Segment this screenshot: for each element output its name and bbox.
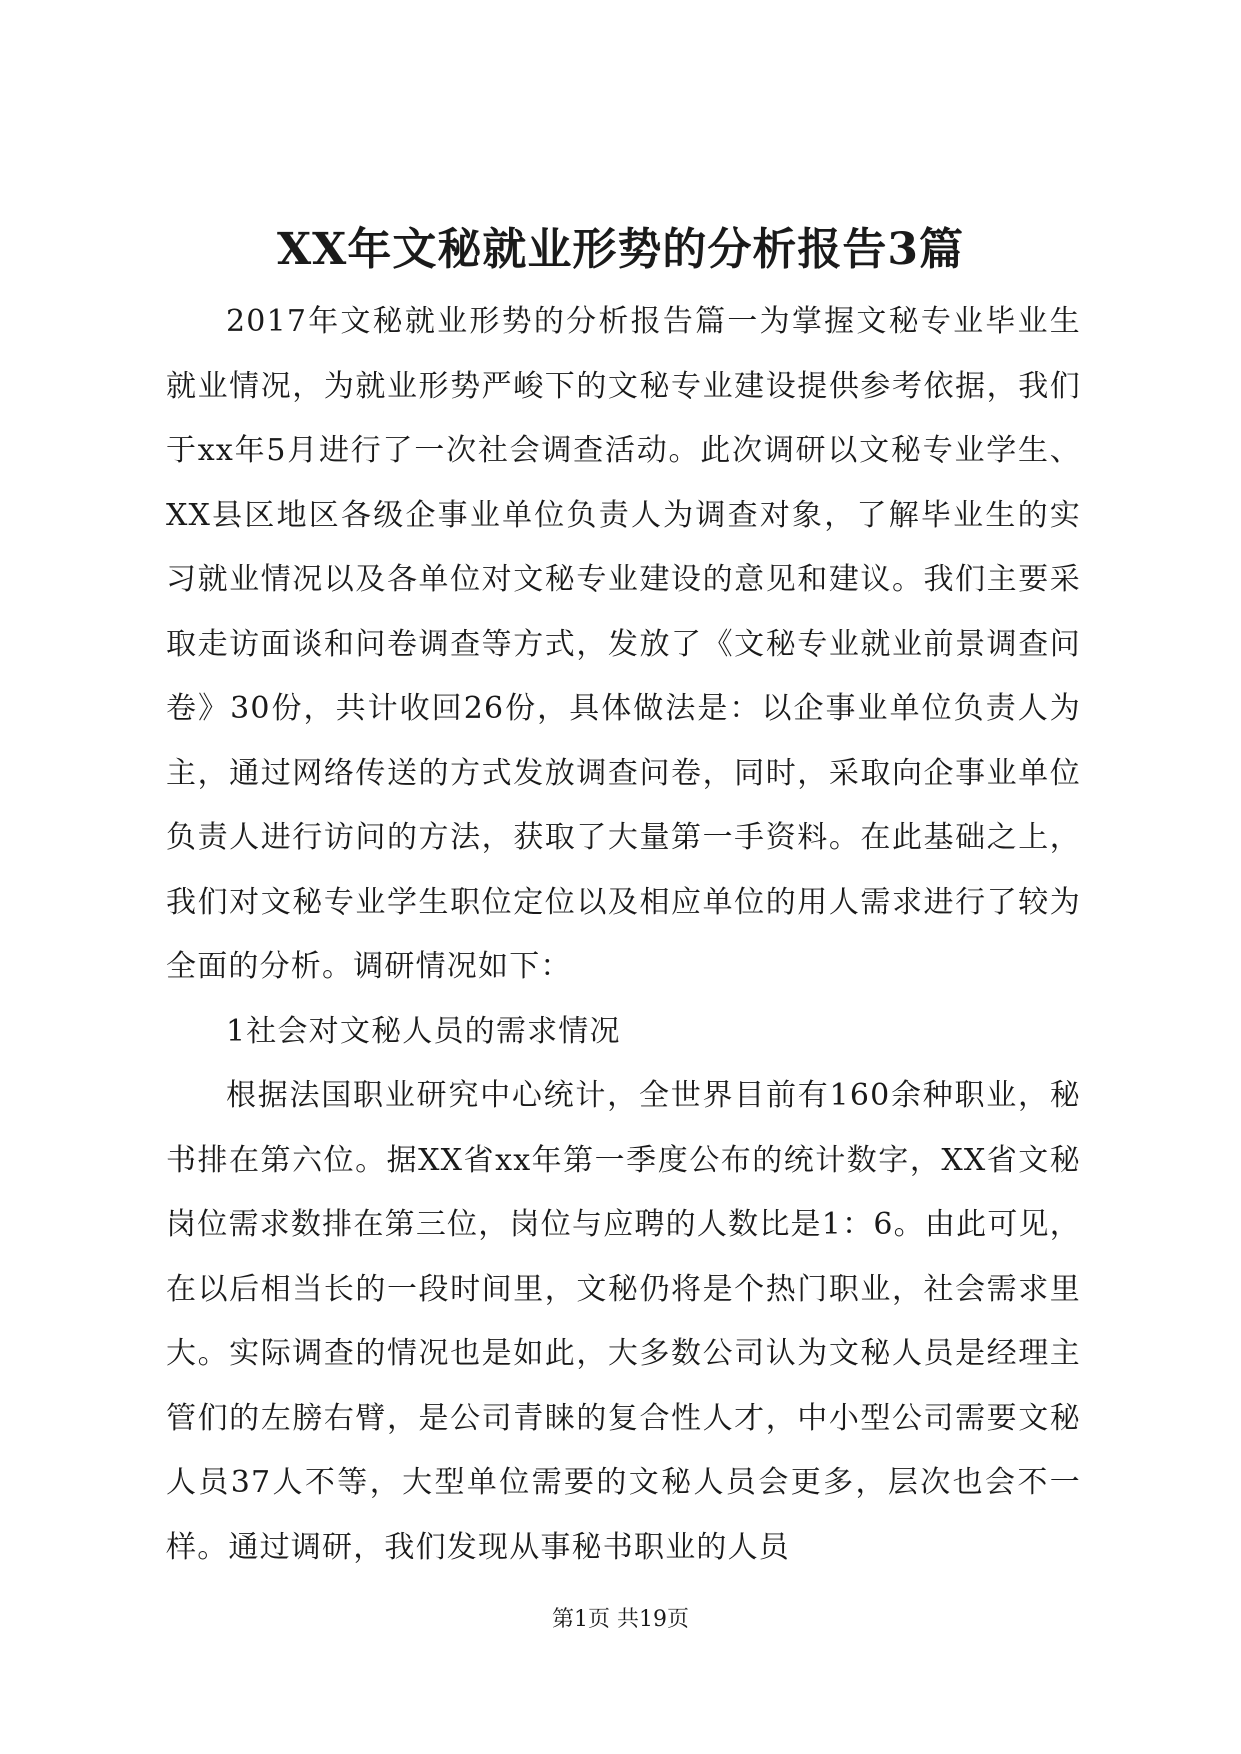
paragraph-intro: 2017年文秘就业形势的分析报告篇一为掌握文秘专业毕业生就业情况，为就业形势严峻下的文秘专业建设提供参考依据，我们于xx年5月进行了一次社会调查活动。此次调研以文秘专业学生、XX县区地区各级企事业单位负责人为调查对象，了解毕业生的实习就业情况以及各单位对文秘专业建设的意见和建议。我们主要采取走访面谈和问卷调查等方式，发放了《文秘专业就业前景调查问卷》30份，共计收回26份，具体做法是：以企事业单位负责人为主，通过网络传送的方式发放调查问卷，同时，采取向企事业单位负责人进行访问的方法，获取了大量第一手资料。在此基础之上，我们对文秘专业学生职位定位以及相应单位的用人需求进行了较为全面的分析。调研情况如下： [166,304,1081,984]
document-body [166,290,1081,1580]
page-footer: 第1页 共19页 [552,1607,689,1632]
section-heading: 1社会对文秘人员的需求情况 [226,1013,621,1049]
document-title: XX年文秘就业形势的分析报告3篇 [277,224,964,275]
paragraph-demand: 根据法国职业研究中心统计，全世界目前有160余种职业，秘书排在第六位。据XX省xx年第一季度公布的统计数字，XX省文秘岗位需求数排在第三位，岗位与应聘的人数比是1：6。由此可见，在以后相当长的一段时间里，文秘仍将是个热门职业，社会需求里大。实际调查的情况也是如此，大多数公司认为文秘人员是经理主管们的左膀右臂，是公司青睐的复合性人才，中小型公司需要文秘人员37人不等，大型单位需要的文秘人员会更多，层次也会不一样。通过调研，我们发现从事秘书职业的人员 [166,1078,1081,1565]
